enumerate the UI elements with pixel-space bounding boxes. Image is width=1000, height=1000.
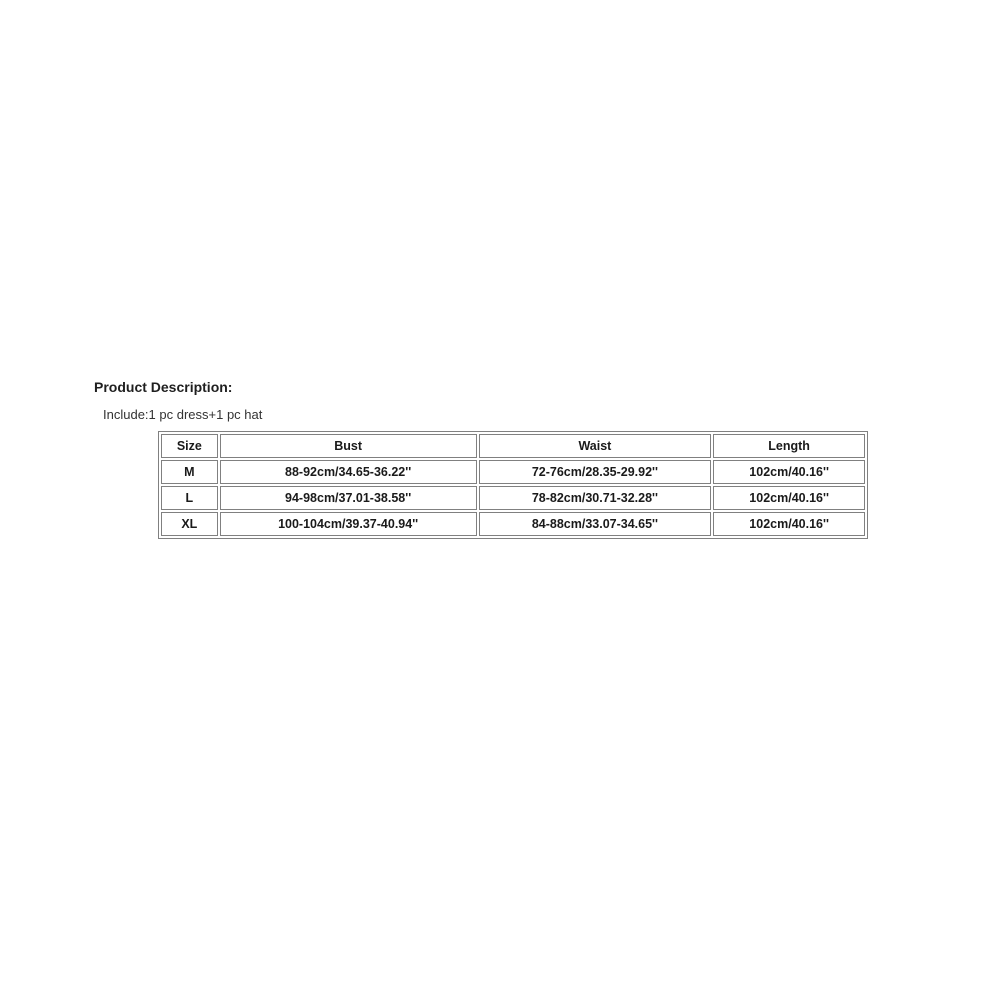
header-waist: Waist xyxy=(479,434,712,458)
cell-waist: 72-76cm/28.35-29.92'' xyxy=(479,460,712,484)
cell-bust: 100-104cm/39.37-40.94'' xyxy=(220,512,477,536)
header-bust: Bust xyxy=(220,434,477,458)
table-row xyxy=(161,486,865,510)
header-length: Length xyxy=(713,434,865,458)
size-chart-table xyxy=(158,431,868,539)
cell-bust: 88-92cm/34.65-36.22'' xyxy=(220,460,477,484)
cell-bust: 94-98cm/37.01-38.58'' xyxy=(220,486,477,510)
cell-waist: 84-88cm/33.07-34.65'' xyxy=(479,512,712,536)
table-row xyxy=(161,512,865,536)
cell-length: 102cm/40.16'' xyxy=(713,512,865,536)
cell-size: XL xyxy=(161,512,218,536)
cell-length: 102cm/40.16'' xyxy=(713,460,865,484)
cell-size: L xyxy=(161,486,218,510)
cell-waist: 78-82cm/30.71-32.28'' xyxy=(479,486,712,510)
package-contents-text: Include:1 pc dress+1 pc hat xyxy=(103,407,263,422)
header-size: Size xyxy=(161,434,218,458)
product-description-heading: Product Description: xyxy=(94,379,233,395)
table-header-row xyxy=(161,434,865,458)
cell-size: M xyxy=(161,460,218,484)
cell-length: 102cm/40.16'' xyxy=(713,486,865,510)
table-row xyxy=(161,460,865,484)
